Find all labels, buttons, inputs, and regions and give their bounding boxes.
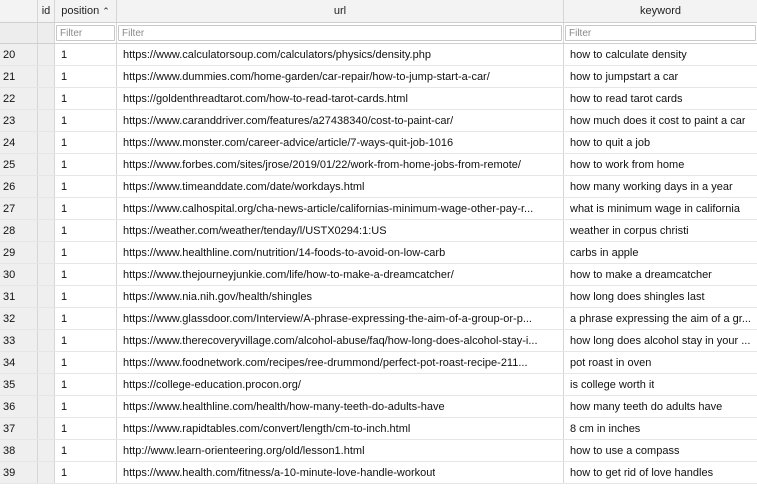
url-cell-text: https://www.caranddriver.com/features/a27438340/cost-to-paint-car/ bbox=[123, 114, 454, 127]
url-cell[interactable] bbox=[117, 330, 564, 351]
keyword-cell[interactable] bbox=[564, 462, 757, 483]
keyword-cell-text: pot roast in oven bbox=[570, 356, 652, 369]
column-header-row bbox=[0, 0, 757, 23]
keyword-cell-text: is college worth it bbox=[570, 378, 655, 391]
url-cell[interactable] bbox=[117, 374, 564, 395]
position-cell[interactable] bbox=[55, 88, 117, 109]
row-number-cell-text: 23 bbox=[3, 114, 16, 127]
id-cell[interactable] bbox=[38, 352, 55, 373]
row-number-cell-text: 35 bbox=[3, 378, 16, 391]
row-number-cell-text: 32 bbox=[3, 312, 16, 325]
row-number-cell-text: 37 bbox=[3, 422, 16, 435]
id-cell[interactable] bbox=[38, 374, 55, 395]
keyword-cell[interactable] bbox=[564, 308, 757, 329]
table-row[interactable] bbox=[0, 88, 757, 110]
row-number-cell-text: 38 bbox=[3, 444, 16, 457]
filter-url-cell bbox=[117, 23, 564, 43]
url-cell-text: https://www.timeanddate.com/date/workdays.html bbox=[123, 180, 365, 193]
position-cell-text: 1 bbox=[61, 136, 68, 149]
url-cell[interactable] bbox=[117, 286, 564, 307]
keyword-cell-text: how to jumpstart a car bbox=[570, 70, 679, 83]
url-cell[interactable] bbox=[117, 44, 564, 65]
row-number-cell-text: 20 bbox=[3, 48, 16, 61]
url-cell[interactable] bbox=[117, 418, 564, 439]
id-cell[interactable] bbox=[38, 242, 55, 263]
position-cell[interactable] bbox=[55, 220, 117, 241]
table-row[interactable] bbox=[0, 242, 757, 264]
keyword-cell-text: how to calculate density bbox=[570, 48, 687, 61]
position-cell[interactable] bbox=[55, 154, 117, 175]
url-cell-text: https://www.calhospital.org/cha-news-article/californias-minimum-wage-other-pay-r... bbox=[123, 202, 534, 215]
url-cell-text: https://weather.com/weather/tenday/l/USTX0294:1:US bbox=[123, 224, 387, 237]
id-cell[interactable] bbox=[38, 264, 55, 285]
position-cell[interactable] bbox=[55, 308, 117, 329]
position-cell[interactable] bbox=[55, 66, 117, 87]
url-cell-text: https://www.rapidtables.com/convert/length/cm-to-inch.html bbox=[123, 422, 411, 435]
row-number-cell bbox=[0, 374, 38, 395]
position-cell-text: 1 bbox=[61, 224, 68, 237]
url-cell-text: https://www.monster.com/career-advice/article/7-ways-quit-job-1016 bbox=[123, 136, 454, 149]
row-number-cell-text: 21 bbox=[3, 70, 16, 83]
keyword-cell-text: how to quit a job bbox=[570, 136, 651, 149]
url-cell[interactable] bbox=[117, 396, 564, 417]
keyword-cell-text: weather in corpus christi bbox=[570, 224, 689, 237]
id-cell[interactable] bbox=[38, 88, 55, 109]
keyword-cell-text: how to use a compass bbox=[570, 444, 680, 457]
keyword-cell-text: how many teeth do adults have bbox=[570, 400, 723, 413]
keyword-cell-text: what is minimum wage in california bbox=[570, 202, 740, 215]
position-cell[interactable] bbox=[55, 176, 117, 197]
keyword-cell-text: how to work from home bbox=[570, 158, 685, 171]
keyword-cell[interactable] bbox=[564, 198, 757, 219]
url-cell[interactable] bbox=[117, 176, 564, 197]
keyword-cell[interactable] bbox=[564, 176, 757, 197]
table-row[interactable] bbox=[0, 132, 757, 154]
table-row[interactable] bbox=[0, 44, 757, 66]
chevron-up-icon[interactable]: ⌃ bbox=[102, 5, 110, 16]
keyword-cell[interactable] bbox=[564, 330, 757, 351]
url-cell[interactable] bbox=[117, 220, 564, 241]
position-cell-text: 1 bbox=[61, 158, 68, 171]
column-header-position[interactable]: position ⌃ bbox=[55, 0, 117, 22]
column-header-keyword[interactable]: keyword bbox=[640, 5, 681, 17]
position-cell[interactable] bbox=[55, 396, 117, 417]
keyword-cell-text: how to get rid of love handles bbox=[570, 466, 714, 479]
keyword-cell[interactable] bbox=[564, 242, 757, 263]
id-cell[interactable] bbox=[38, 418, 55, 439]
position-cell-text: 1 bbox=[61, 334, 68, 347]
position-cell[interactable] bbox=[55, 374, 117, 395]
keyword-cell-text: a phrase expressing the aim of a gr... bbox=[570, 312, 751, 325]
url-cell[interactable] bbox=[117, 462, 564, 483]
url-cell[interactable] bbox=[117, 66, 564, 87]
table-row[interactable] bbox=[0, 110, 757, 132]
filter-position-cell bbox=[55, 23, 117, 43]
row-number-cell bbox=[0, 352, 38, 373]
url-cell[interactable] bbox=[117, 198, 564, 219]
keyword-cell-text: carbs in apple bbox=[570, 246, 639, 259]
row-number-cell-text: 25 bbox=[3, 158, 16, 171]
url-cell[interactable] bbox=[117, 132, 564, 153]
id-cell[interactable] bbox=[38, 176, 55, 197]
position-cell[interactable] bbox=[55, 418, 117, 439]
row-number-cell bbox=[0, 440, 38, 461]
row-number-cell-text: 33 bbox=[3, 334, 16, 347]
keyword-cell[interactable] bbox=[564, 66, 757, 87]
url-cell[interactable] bbox=[117, 88, 564, 109]
id-cell[interactable] bbox=[38, 440, 55, 461]
position-cell[interactable] bbox=[55, 242, 117, 263]
position-cell-text: 1 bbox=[61, 70, 68, 83]
position-cell-text: 1 bbox=[61, 268, 68, 281]
position-cell[interactable] bbox=[55, 198, 117, 219]
row-number-cell bbox=[0, 176, 38, 197]
url-cell[interactable] bbox=[117, 154, 564, 175]
url-cell[interactable] bbox=[117, 264, 564, 285]
keyword-cell[interactable] bbox=[564, 154, 757, 175]
row-number-cell-text: 27 bbox=[3, 202, 16, 215]
position-cell-text: 1 bbox=[61, 180, 68, 193]
keyword-cell[interactable] bbox=[564, 110, 757, 131]
url-cell[interactable] bbox=[117, 308, 564, 329]
id-cell[interactable] bbox=[38, 198, 55, 219]
table-row[interactable] bbox=[0, 66, 757, 88]
url-cell-text: https://www.foodnetwork.com/recipes/ree-drummond/perfect-pot-roast-recipe-211... bbox=[123, 356, 528, 369]
url-cell-text: https://www.forbes.com/sites/jrose/2019/01/22/work-from-home-jobs-from-remote/ bbox=[123, 158, 521, 171]
table-row[interactable] bbox=[0, 176, 757, 198]
position-cell-text: 1 bbox=[61, 466, 68, 479]
url-cell-text: http://www.learn-orienteering.org/old/lesson1.html bbox=[123, 444, 365, 457]
table-row[interactable] bbox=[0, 352, 757, 374]
position-cell-text: 1 bbox=[61, 444, 68, 457]
url-cell-text: https://www.health.com/fitness/a-10-minute-love-handle-workout bbox=[123, 466, 436, 479]
keyword-cell-text: how many working days in a year bbox=[570, 180, 733, 193]
url-cell[interactable] bbox=[117, 440, 564, 461]
position-cell-text: 1 bbox=[61, 312, 68, 325]
position-cell[interactable] bbox=[55, 330, 117, 351]
row-number-cell-text: 22 bbox=[3, 92, 16, 105]
row-number-cell-text: 29 bbox=[3, 246, 16, 259]
url-cell[interactable] bbox=[117, 242, 564, 263]
id-cell[interactable] bbox=[38, 220, 55, 241]
id-cell[interactable] bbox=[38, 308, 55, 329]
filter-row-number-cell bbox=[0, 23, 38, 43]
position-cell[interactable] bbox=[55, 44, 117, 65]
position-cell[interactable] bbox=[55, 264, 117, 285]
row-number-cell-text: 30 bbox=[3, 268, 16, 281]
row-number-cell bbox=[0, 308, 38, 329]
keyword-cell-text: how long does shingles last bbox=[570, 290, 705, 303]
url-cell-text: https://www.calculatorsoup.com/calculators/physics/density.php bbox=[123, 48, 431, 61]
table-row[interactable] bbox=[0, 154, 757, 176]
position-cell-text: 1 bbox=[61, 202, 68, 215]
position-filter-input[interactable] bbox=[56, 25, 115, 41]
row-number-cell bbox=[0, 286, 38, 307]
filter-keyword-cell bbox=[564, 23, 757, 43]
keyword-cell-text: how much does it cost to paint a car bbox=[570, 114, 746, 127]
position-cell-text: 1 bbox=[61, 48, 68, 61]
url-cell-text: https://www.healthline.com/nutrition/14-foods-to-avoid-on-low-carb bbox=[123, 246, 446, 259]
row-number-cell bbox=[0, 132, 38, 153]
position-cell[interactable] bbox=[55, 462, 117, 483]
keyword-cell[interactable] bbox=[564, 440, 757, 461]
url-cell[interactable] bbox=[117, 352, 564, 373]
id-cell[interactable] bbox=[38, 66, 55, 87]
position-cell[interactable] bbox=[55, 110, 117, 131]
keyword-cell[interactable] bbox=[564, 352, 757, 373]
url-cell-text: https://college-education.procon.org/ bbox=[123, 378, 301, 391]
row-number-cell bbox=[0, 242, 38, 263]
row-number-cell bbox=[0, 220, 38, 241]
row-number-cell bbox=[0, 88, 38, 109]
position-cell[interactable] bbox=[55, 132, 117, 153]
id-cell[interactable] bbox=[38, 396, 55, 417]
row-number-header bbox=[0, 0, 38, 22]
table-row[interactable] bbox=[0, 440, 757, 462]
keyword-cell-text: 8 cm in inches bbox=[570, 422, 641, 435]
url-cell-text: https://www.thejourneyjunkie.com/life/how-to-make-a-dreamcatcher/ bbox=[123, 268, 454, 281]
row-number-cell bbox=[0, 110, 38, 131]
id-cell[interactable] bbox=[38, 154, 55, 175]
id-cell[interactable] bbox=[38, 462, 55, 483]
table-row[interactable] bbox=[0, 198, 757, 220]
row-number-cell bbox=[0, 154, 38, 175]
row-number-cell bbox=[0, 44, 38, 65]
table-row[interactable] bbox=[0, 264, 757, 286]
filter-id-cell bbox=[38, 23, 55, 43]
id-cell[interactable] bbox=[38, 44, 55, 65]
url-cell-text: https://www.nia.nih.gov/health/shingles bbox=[123, 290, 312, 303]
keyword-cell[interactable] bbox=[564, 396, 757, 417]
column-header-id[interactable]: id bbox=[38, 0, 55, 22]
table-row[interactable] bbox=[0, 308, 757, 330]
keyword-cell-text: how long does alcohol stay in your ... bbox=[570, 334, 751, 347]
table-row[interactable] bbox=[0, 418, 757, 440]
keyword-cell-text: how to read tarot cards bbox=[570, 92, 683, 105]
keyword-cell[interactable] bbox=[564, 132, 757, 153]
row-number-cell bbox=[0, 66, 38, 87]
row-number-cell bbox=[0, 462, 38, 483]
row-number-cell-text: 24 bbox=[3, 136, 16, 149]
row-number-cell bbox=[0, 418, 38, 439]
position-cell-text: 1 bbox=[61, 290, 68, 303]
id-cell[interactable] bbox=[38, 286, 55, 307]
url-cell-text: https://goldenthreadtarot.com/how-to-read-tarot-cards.html bbox=[123, 92, 408, 105]
position-cell-text: 1 bbox=[61, 422, 68, 435]
row-number-cell bbox=[0, 264, 38, 285]
row-number-cell bbox=[0, 396, 38, 417]
row-number-cell bbox=[0, 330, 38, 351]
url-cell-text: https://www.healthline.com/health/how-many-teeth-do-adults-have bbox=[123, 400, 445, 413]
id-cell[interactable] bbox=[38, 330, 55, 351]
row-number-cell-text: 39 bbox=[3, 466, 16, 479]
table-row[interactable] bbox=[0, 374, 757, 396]
keyword-cell[interactable] bbox=[564, 418, 757, 439]
position-cell[interactable] bbox=[55, 286, 117, 307]
position-cell-text: 1 bbox=[61, 114, 68, 127]
keyword-cell[interactable] bbox=[564, 44, 757, 65]
keyword-filter-input[interactable] bbox=[565, 25, 756, 41]
table-row[interactable] bbox=[0, 396, 757, 418]
url-cell-text: https://www.glassdoor.com/Interview/A-phrase-expressing-the-aim-of-a-group-or-p... bbox=[123, 312, 532, 325]
position-cell-text: 1 bbox=[61, 246, 68, 259]
keyword-cell[interactable] bbox=[564, 264, 757, 285]
keyword-cell[interactable] bbox=[564, 286, 757, 307]
keyword-cell-text: how to make a dreamcatcher bbox=[570, 268, 712, 281]
url-cell-text: https://www.dummies.com/home-garden/car-repair/how-to-jump-start-a-car/ bbox=[123, 70, 490, 83]
row-number-cell-text: 26 bbox=[3, 180, 16, 193]
filter-row bbox=[0, 23, 757, 44]
url-filter-input[interactable] bbox=[118, 25, 562, 41]
url-cell-text: https://www.therecoveryvillage.com/alcohol-abuse/faq/how-long-does-alcohol-stay-i... bbox=[123, 334, 538, 347]
position-cell[interactable] bbox=[55, 440, 117, 461]
keyword-cell[interactable] bbox=[564, 374, 757, 395]
position-cell[interactable] bbox=[55, 352, 117, 373]
position-cell-text: 1 bbox=[61, 378, 68, 391]
id-cell[interactable] bbox=[38, 132, 55, 153]
position-cell-text: 1 bbox=[61, 92, 68, 105]
row-number-cell-text: 36 bbox=[3, 400, 16, 413]
table-row[interactable] bbox=[0, 330, 757, 352]
row-number-cell-text: 31 bbox=[3, 290, 16, 303]
keyword-cell[interactable] bbox=[564, 88, 757, 109]
keyword-cell[interactable] bbox=[564, 220, 757, 241]
row-number-cell-text: 28 bbox=[3, 224, 16, 237]
row-number-cell-text: 34 bbox=[3, 356, 16, 369]
position-cell-text: 1 bbox=[61, 400, 68, 413]
url-cell[interactable] bbox=[117, 110, 564, 131]
row-number-cell bbox=[0, 198, 38, 219]
column-header-url[interactable]: url bbox=[117, 0, 564, 22]
table-row[interactable] bbox=[0, 462, 757, 484]
position-cell-text: 1 bbox=[61, 356, 68, 369]
table-row[interactable] bbox=[0, 220, 757, 242]
table-row[interactable] bbox=[0, 286, 757, 308]
id-cell[interactable] bbox=[38, 110, 55, 131]
